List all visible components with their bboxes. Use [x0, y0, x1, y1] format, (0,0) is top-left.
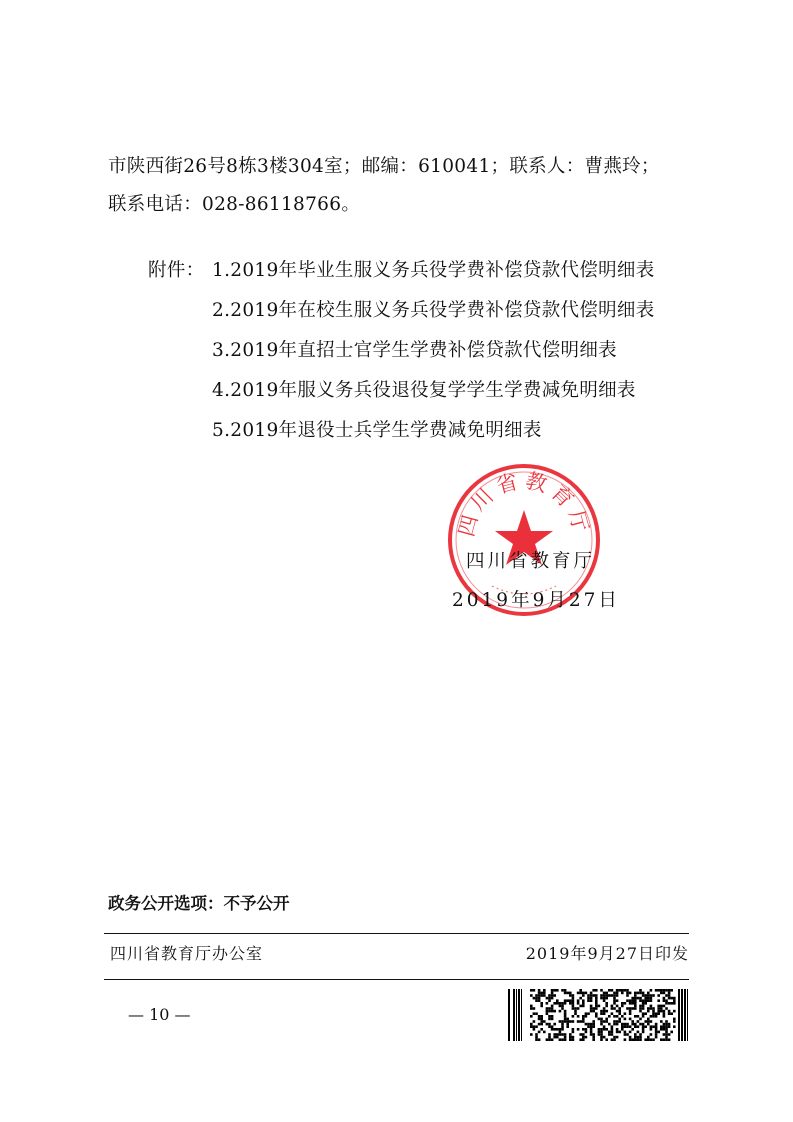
disclosure-option: 政务公开选项：不予公开	[108, 894, 290, 913]
signoff-date: 2019年9月27日	[452, 590, 620, 611]
footer-issuer: 四川省教育厅办公室	[110, 944, 264, 963]
attachment-item-5: 5.2019年退役士兵学生学费减免明细表	[212, 420, 542, 441]
footer-issue-date: 2019年9月27日印发	[525, 944, 689, 963]
footer-bottom-rule	[104, 979, 689, 980]
attachment-item-4: 4.2019年服义务兵役退役复学学生学费减免明细表	[212, 380, 636, 401]
attachments-prefix: 附件：	[148, 260, 205, 281]
footer-top-rule	[104, 933, 689, 934]
svg-text:四川省教育厅: 四川省教育厅	[454, 468, 594, 540]
page-number: — 10 —	[128, 1005, 191, 1024]
barcode-icon	[508, 989, 690, 1041]
signoff-organization: 四川省教育厅	[466, 551, 596, 572]
body-line-phone: 联系电话：028-86118766。	[108, 194, 361, 215]
body-line-address: 市陕西街26号8栋3楼304室；邮编：610041；联系人：曹燕玲；	[108, 156, 660, 177]
attachment-item-3: 3.2019年直招士官学生学费补偿贷款代偿明细表	[212, 340, 617, 361]
attachment-item-2: 2.2019年在校生服义务兵役学费补偿贷款代偿明细表	[212, 300, 655, 321]
attachment-item-1: 1.2019年毕业生服义务兵役学费补偿贷款代偿明细表	[212, 260, 655, 281]
